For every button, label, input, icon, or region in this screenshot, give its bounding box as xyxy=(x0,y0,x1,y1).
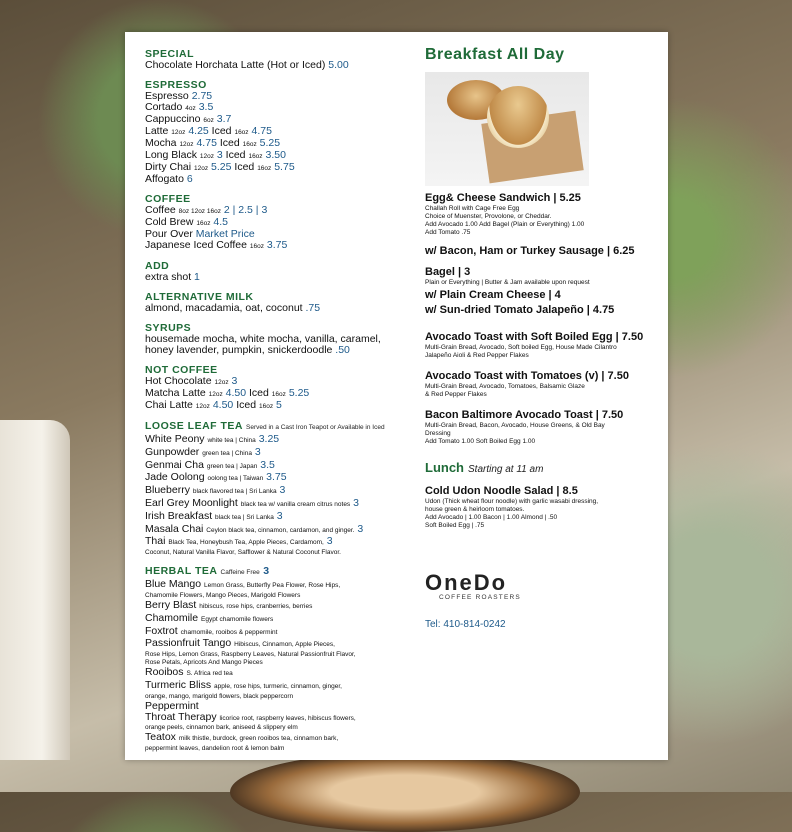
section-not-coffee xyxy=(145,364,395,412)
menu-item xyxy=(145,174,395,185)
item-price: 5.25 xyxy=(259,137,281,149)
item-name: Chamomile xyxy=(145,611,199,624)
right-column xyxy=(425,46,660,630)
item-name: Coffee xyxy=(145,204,176,216)
item-iced-label: Iced xyxy=(249,387,269,399)
item-price: 3 xyxy=(254,445,261,458)
item-price: 3.7 xyxy=(216,113,232,125)
item-size: apple, rose hips, turmeric, cinnamon, ginger, xyxy=(214,682,342,690)
item-price: 5.75 xyxy=(274,161,295,173)
item-name: Irish Breakfast xyxy=(145,509,213,522)
item-name: Latte xyxy=(145,125,169,137)
item-desc: Multi-Grain Bread, Avocado, Tomatoes, Balsamic Glaze xyxy=(425,383,585,390)
breakfast-title: Breakfast All Day xyxy=(425,46,565,63)
section-title: ESPRESSO xyxy=(145,79,207,91)
item-title: w/ Plain Cream Cheese | 4 xyxy=(425,289,561,301)
item-desc: Add Tomato 1.00 Soft Boiled Egg 1.00 xyxy=(425,438,536,445)
item-title: w/ Bacon, Ham or Turkey Sausage | 6.25 xyxy=(425,245,635,257)
section-loose-leaf xyxy=(145,420,395,557)
menu-item xyxy=(145,272,395,283)
item-desc: Dressing xyxy=(425,430,451,437)
item-price: 2 | 2.5 | 3 xyxy=(223,204,268,216)
left-column xyxy=(145,48,395,761)
item-size: 4oz xyxy=(185,105,196,112)
item-desc-cont: Coconut, Natural Vanilla Flavor, Safflower & Natural Coconut Flavor. xyxy=(145,549,341,557)
item-name: Passionfruit Tango xyxy=(145,637,232,650)
item-price: 5.00 xyxy=(328,59,349,71)
item-name: Throat Therapy xyxy=(145,710,217,723)
item-name: Cold Brew xyxy=(145,216,194,228)
item-title: Cold Udon Noodle Salad | 8.5 xyxy=(425,485,578,497)
item-name: Dirty Chai xyxy=(145,161,192,173)
menu-item xyxy=(145,613,395,626)
item-desc: Multi-Grain Bread, Bacon, Avocado, House Greens, & Old Bay xyxy=(425,422,605,429)
item-price: 3 xyxy=(279,484,286,497)
item-size: 8oz 12oz 16oz xyxy=(178,208,221,215)
item-name: Blue Mango xyxy=(145,578,202,591)
section-note: Served in a Cast Iron Teapot or Available in Iced xyxy=(246,424,385,431)
item-desc: Choice of Muenster, Provolone, or Cheddar. xyxy=(425,213,552,220)
item-desc: house green & heirloom tomatoes. xyxy=(425,506,525,513)
item-price: 4.5 xyxy=(213,216,228,228)
bacon-avocado-item xyxy=(425,409,660,446)
item-price: Market Price xyxy=(195,228,255,240)
section-special xyxy=(145,48,395,71)
item-name: Pour Over xyxy=(145,228,193,240)
section-price: 3 xyxy=(263,565,270,578)
section-heading xyxy=(145,193,395,205)
background-cup xyxy=(0,420,70,760)
item-size: green tea | Japan xyxy=(206,462,258,470)
item-name: Japanese Iced Coffee xyxy=(145,239,247,251)
item-size: Black Tea, Honeybush Tea, Apple Pieces, Cardamom, xyxy=(168,539,324,547)
item-price: 3.75 xyxy=(266,471,287,484)
menu-item xyxy=(145,536,395,549)
onedo-logo xyxy=(425,570,660,601)
syrup-line: housemade mocha, white mocha, vanilla, caramel, xyxy=(145,333,381,345)
item-size: 16oz xyxy=(271,391,286,398)
egg-cheese-item xyxy=(425,192,660,237)
item-size: black tea w/ vanilla cream citrus notes xyxy=(240,500,351,508)
item-size: black flavored tea | Sri Lanka xyxy=(192,488,277,496)
item-size: 12oz xyxy=(208,391,223,398)
item-name: Blueberry xyxy=(145,484,190,497)
item-size: green tea | China xyxy=(202,449,252,457)
avocado-egg-item xyxy=(425,331,660,360)
item-desc: Soft Boiled Egg | .75 xyxy=(425,522,485,529)
logo-subtitle: COFFEE ROASTERS xyxy=(439,594,521,601)
item-desc-cont: Chamomile Flowers, Mango Pieces, Marigold Flowers xyxy=(145,591,301,599)
item-price: 3 xyxy=(353,496,359,509)
item-price: 5 xyxy=(276,399,282,411)
bacon-ham-item xyxy=(425,245,660,258)
item-name: Jade Oolong xyxy=(145,471,205,484)
item-size: 12oz xyxy=(195,403,210,410)
item-desc: & Red Pepper Flakes xyxy=(425,391,487,398)
item-iced-label: Iced xyxy=(234,161,255,173)
item-price: 1 xyxy=(194,271,200,283)
item-size: 16oz xyxy=(248,153,263,160)
section-coffee xyxy=(145,193,395,252)
section-title: ALTERNATIVE MILK xyxy=(145,291,254,303)
item-price: .75 xyxy=(305,302,321,314)
item-desc: Add Avocado 1.00 Add Bagel (Plain or Everything) 1.00 xyxy=(425,221,585,228)
section-heading xyxy=(145,565,395,579)
item-iced-label: Iced xyxy=(219,137,240,149)
item-name: Gunpowder xyxy=(145,445,200,458)
item-price: 4.75 xyxy=(196,137,217,149)
item-price: 3 xyxy=(326,535,333,548)
lunch-heading xyxy=(425,460,660,475)
item-name: Cappuccino xyxy=(145,113,201,125)
item-price: 3.5 xyxy=(260,458,275,471)
item-desc-cont: Rose Petals, Apricots And Mango Pieces xyxy=(145,659,263,667)
menu-item xyxy=(145,524,395,537)
item-price: 3.25 xyxy=(258,433,280,445)
syrup-line xyxy=(145,345,395,356)
item-desc: Add Tomato .75 xyxy=(425,229,471,236)
syrup-text: honey lavender, pumpkin, snickerdoodle xyxy=(145,344,333,356)
item-price: 4.50 xyxy=(212,399,234,411)
item-name: Long Black xyxy=(145,149,197,161)
item-size: S. Africa red tea xyxy=(186,670,233,678)
bagel-item xyxy=(425,266,660,317)
menu-page xyxy=(125,32,668,760)
menu-item xyxy=(145,579,395,592)
item-size: 12oz xyxy=(179,141,194,148)
item-price: 3 xyxy=(231,375,238,387)
item-name: Affogato xyxy=(145,173,184,185)
sandwich-image xyxy=(487,86,549,148)
item-name: Chai Latte xyxy=(145,399,193,411)
section-alt-milk xyxy=(145,291,395,314)
item-size: 12oz xyxy=(194,165,209,172)
item-name: White Peony xyxy=(145,433,205,445)
item-title: Egg& Cheese Sandwich | 5.25 xyxy=(425,192,581,204)
item-name: Peppermint xyxy=(145,699,199,712)
menu-item xyxy=(145,680,395,693)
item-title: Bagel | 3 xyxy=(425,266,471,278)
item-desc: Challah Roll with Cage Free Egg xyxy=(425,205,520,212)
item-size: licorice root, raspberry leaves, hibiscus flowers, xyxy=(219,714,356,722)
item-size: 16oz xyxy=(257,165,272,172)
item-price: 3.50 xyxy=(265,149,286,161)
item-title: Bacon Baltimore Avocado Toast | 7.50 xyxy=(425,409,624,421)
item-name: Earl Grey Moonlight xyxy=(145,496,238,509)
item-desc: Multi-Grain Bread, Avocado, Soft boiled Egg, House Made Cilantro xyxy=(425,344,617,351)
menu-item xyxy=(145,60,395,71)
item-size: 12oz xyxy=(199,153,214,160)
menu-item xyxy=(145,712,395,725)
item-size: 16oz xyxy=(249,243,264,250)
section-title: LOOSE LEAF TEA xyxy=(145,420,243,432)
item-name: Cortado xyxy=(145,101,183,113)
item-name: Masala Chai xyxy=(145,522,204,535)
lunch-title: Lunch xyxy=(425,460,464,475)
item-size: black tea | Sri Lanka xyxy=(215,513,274,521)
item-title: Avocado Toast with Soft Boiled Egg | 7.50 xyxy=(425,331,644,343)
item-price: 3 xyxy=(276,509,283,522)
item-size: 6oz xyxy=(203,117,214,124)
item-desc: Add Avocado | 1.00 Bacon | 1.00 Almond | .50 xyxy=(425,514,558,521)
item-desc: Plain or Everything | Butter & Jam available upon request xyxy=(425,279,590,286)
menu-item xyxy=(145,303,395,314)
item-name: Matcha Latte xyxy=(145,387,206,399)
item-name: extra shot xyxy=(145,271,192,283)
phone-number: Tel: 410-814-0242 xyxy=(425,619,506,630)
item-price: 3.5 xyxy=(198,101,214,113)
item-desc-cont: orange, mango, marigold flowers, black peppercorn xyxy=(145,692,294,700)
item-desc: Udon (Thick wheat flour noodle) with garlic wasabi dressing, xyxy=(425,498,599,505)
section-syrups xyxy=(145,322,395,356)
item-title: Avocado Toast with Tomatoes (v) | 7.50 xyxy=(425,370,629,382)
item-size: 16oz xyxy=(258,403,274,410)
avocado-tomato-item xyxy=(425,370,660,399)
menu-item xyxy=(145,240,395,252)
item-size: Lemon Grass, Butterfly Pea Flower, Rose Hips, xyxy=(203,582,341,590)
section-title: SPECIAL xyxy=(145,48,195,60)
item-desc-cont: orange peels, cinnamon bark, aniseed & slippery elm xyxy=(145,724,298,732)
item-iced-label: Iced xyxy=(236,399,257,411)
item-desc: Jalapeño Aioli & Red Pepper Flakes xyxy=(425,352,529,359)
item-name: almond, macadamia, oat, coconut xyxy=(145,302,303,314)
item-price: 6 xyxy=(186,173,193,185)
item-price: 5.25 xyxy=(288,387,310,399)
item-name: Mocha xyxy=(145,137,177,149)
item-iced-label: Iced xyxy=(225,149,246,161)
item-name: Rooibos xyxy=(145,666,184,679)
breakfast-sandwich-photo xyxy=(425,72,589,186)
item-name: Espresso xyxy=(145,90,189,102)
item-size: oolong tea | Taiwan xyxy=(207,475,264,483)
lunch-subtitle: Starting at 11 am xyxy=(468,464,544,475)
item-price: 5.25 xyxy=(211,161,232,173)
item-size: 12oz xyxy=(171,129,186,136)
menu-item xyxy=(145,732,395,745)
item-price: 4.75 xyxy=(251,125,272,137)
item-desc-cont: peppermint leaves, dandelion root & lemon balm xyxy=(145,745,285,753)
section-heading xyxy=(145,420,395,434)
section-title: SYRUPS xyxy=(145,322,192,334)
item-iced-label: Iced xyxy=(211,125,232,137)
item-name: Hot Chocolate xyxy=(145,375,212,387)
item-size: Ceylon black tea, cinnamon, cardamon, and ginger. xyxy=(206,526,355,534)
section-herbal xyxy=(145,565,395,753)
item-price: .50 xyxy=(335,344,350,356)
section-add xyxy=(145,260,395,283)
section-title: NOT COFFEE xyxy=(145,364,218,376)
item-name: Genmai Cha xyxy=(145,458,204,471)
section-title: HERBAL TEA xyxy=(145,565,218,578)
section-title: ADD xyxy=(145,260,170,272)
item-price: 3 xyxy=(216,149,223,161)
item-price: 3 xyxy=(357,522,364,535)
section-espresso xyxy=(145,79,395,185)
logo-name: OneDo xyxy=(425,570,508,595)
item-size: milk thistle, burdock, green rooibos tea, cinnamon bark, xyxy=(178,735,339,743)
item-price: 4.25 xyxy=(188,125,209,137)
menu-item xyxy=(145,400,395,412)
item-name: Turmeric Bliss xyxy=(145,678,212,691)
item-price: 2.75 xyxy=(191,90,213,102)
item-size: white tea | China xyxy=(207,437,256,444)
item-name: Berry Blast xyxy=(145,598,197,611)
item-size: Hibiscus, Cinnamon, Apple Pieces, xyxy=(234,641,335,649)
item-price: 4.50 xyxy=(225,387,247,399)
item-name: Foxtrot xyxy=(145,624,178,637)
section-title: COFFEE xyxy=(145,193,191,205)
item-size: 16oz xyxy=(234,129,249,136)
section-note: Caffeine Free xyxy=(220,569,260,577)
item-name: Teatox xyxy=(145,731,176,744)
menupix-watermark: menupix xyxy=(560,698,643,720)
udon-item xyxy=(425,485,660,530)
item-size: hibiscus, rose hips, cranberries, berries xyxy=(199,602,313,610)
item-name: Chocolate Horchata Latte (Hot or Iced) xyxy=(145,59,326,71)
item-name: Thai xyxy=(145,535,166,548)
item-title: w/ Sun-dried Tomato Jalapeño | 4.75 xyxy=(425,304,615,316)
item-size: 16oz xyxy=(242,141,257,148)
item-price: 3.75 xyxy=(266,239,288,251)
item-desc-cont: Rose Hips, Lemon Grass, Raspberry Leaves, Natural Passionfruit Flavor, xyxy=(145,651,356,659)
item-size: Egypt chamomile flowers xyxy=(201,615,274,623)
item-size: chamomile, rooibos & peppermint xyxy=(180,628,278,636)
menu-item xyxy=(145,638,395,651)
background-latte xyxy=(230,752,580,832)
item-size: 12oz xyxy=(214,379,229,386)
item-size: 16oz xyxy=(196,220,211,227)
